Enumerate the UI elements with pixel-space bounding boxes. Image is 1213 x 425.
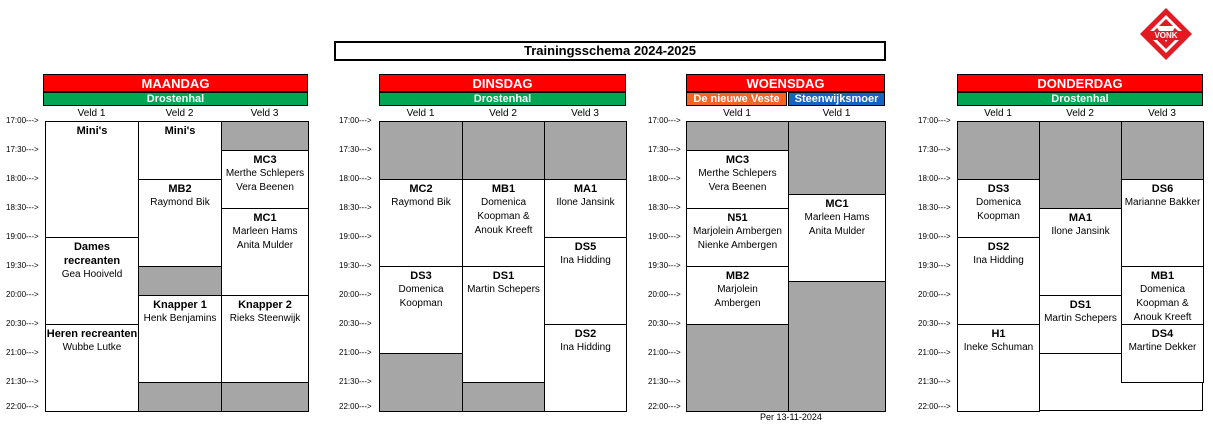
time-label: 17:00---> bbox=[648, 116, 681, 125]
time-label: 17:30---> bbox=[6, 145, 39, 154]
time-label: 18:00---> bbox=[918, 174, 951, 183]
time-label: 22:00---> bbox=[339, 402, 372, 411]
training-block[interactable] bbox=[686, 266, 789, 325]
team-name: Knapper 1 bbox=[153, 299, 207, 311]
time-label: 22:00---> bbox=[918, 402, 951, 411]
trainer-name: Ambergen bbox=[714, 298, 761, 309]
time-label: 20:30---> bbox=[6, 319, 39, 328]
team-name: Mini's bbox=[76, 125, 108, 137]
empty-slot bbox=[462, 382, 545, 412]
time-label: 19:00---> bbox=[648, 232, 681, 241]
time-label: 17:00---> bbox=[6, 116, 39, 125]
field-label: Veld 3 bbox=[571, 108, 599, 119]
time-label: 21:30---> bbox=[648, 377, 681, 386]
trainer-name: Raymond Bik bbox=[150, 197, 210, 208]
time-label: 20:30---> bbox=[918, 319, 951, 328]
empty-slot bbox=[788, 281, 886, 413]
time-label: 19:30---> bbox=[6, 261, 39, 270]
empty-slot bbox=[788, 121, 886, 195]
training-block[interactable] bbox=[45, 324, 139, 412]
trainer-name: Anita Mulder bbox=[808, 225, 866, 237]
time-label: 21:30---> bbox=[6, 377, 39, 386]
trainer-name: Domenica bbox=[480, 197, 527, 208]
team-name: MC2 bbox=[409, 183, 433, 195]
team-name: MA1 bbox=[573, 183, 598, 195]
trainer-name: Martin Schepers bbox=[1044, 313, 1117, 324]
day-header-0: MAANDAG bbox=[43, 74, 308, 92]
trainer-name: Ina Hidding bbox=[560, 342, 611, 353]
time-label: 19:00---> bbox=[339, 232, 372, 241]
training-block[interactable] bbox=[1121, 266, 1204, 325]
empty-slot bbox=[379, 121, 463, 180]
trainer-name: Gea Hooiveld bbox=[61, 269, 123, 280]
training-block[interactable] bbox=[138, 295, 222, 383]
trainer-name: Marjolein Ambergen bbox=[693, 226, 782, 237]
training-block[interactable] bbox=[138, 121, 222, 180]
trainer-name: Koopman bbox=[977, 211, 1020, 222]
empty-slot bbox=[379, 353, 463, 412]
time-label: 22:00---> bbox=[6, 402, 39, 411]
day-header-3: DONDERDAG bbox=[957, 74, 1203, 92]
training-block[interactable] bbox=[462, 266, 545, 383]
trainer-name: Koopman bbox=[399, 298, 443, 309]
training-block[interactable] bbox=[379, 179, 463, 267]
training-block[interactable] bbox=[45, 121, 139, 238]
empty-slot bbox=[138, 266, 222, 296]
trainer-name: Koopman & bbox=[477, 211, 530, 222]
time-label: 19:30---> bbox=[339, 261, 372, 270]
empty-slot bbox=[1039, 121, 1122, 209]
trainer-name: Merthe Schlepers bbox=[698, 168, 777, 179]
hall-label: De nieuwe Veste bbox=[686, 92, 787, 106]
team-name: MB2 bbox=[168, 183, 192, 195]
team-name: MC3 bbox=[253, 154, 277, 166]
trainer-name: Anita Mulder bbox=[236, 240, 294, 251]
field-label: Veld 1 bbox=[822, 108, 851, 119]
time-label: 17:00---> bbox=[339, 116, 372, 125]
trainer-name: Henk Benjamins bbox=[143, 313, 217, 324]
field-label: Veld 2 bbox=[165, 108, 194, 119]
time-label: 20:00---> bbox=[918, 290, 951, 299]
team-name: Mini's bbox=[164, 125, 196, 137]
time-label: 20:00---> bbox=[6, 290, 39, 299]
field-label: Veld 1 bbox=[77, 108, 106, 119]
team-name: Knapper 2 bbox=[238, 299, 292, 311]
time-label: 22:00---> bbox=[648, 402, 681, 411]
hall-label: Steenwijksmoer bbox=[788, 92, 885, 106]
time-label: 19:30---> bbox=[918, 261, 951, 270]
trainer-name: Domenica bbox=[398, 284, 444, 295]
team-name: MB1 bbox=[491, 183, 516, 195]
time-label: 18:00---> bbox=[6, 174, 39, 183]
field-label: Veld 1 bbox=[406, 108, 435, 119]
time-label: 19:30---> bbox=[648, 261, 681, 270]
team-name: DS5 bbox=[574, 241, 597, 253]
trainer-name: Rieks Steenwijk bbox=[229, 313, 301, 324]
trainer-name: Wubbe Lutke bbox=[62, 342, 122, 353]
trainer-name: Nienke Ambergen bbox=[697, 240, 778, 251]
empty-slot bbox=[544, 121, 627, 180]
team-name: MB1 bbox=[1150, 270, 1175, 282]
team-name: MC1 bbox=[825, 197, 849, 210]
time-label: 18:30---> bbox=[6, 203, 39, 212]
page-title: Trainingsschema 2024-2025 bbox=[334, 41, 886, 61]
team-name: H1 bbox=[991, 328, 1006, 340]
team-name: DS1 bbox=[1069, 299, 1092, 311]
trainer-name: Martine Dekker bbox=[1128, 342, 1197, 353]
footer-date: Per 13-11-2024 bbox=[760, 412, 822, 422]
trainer-name: Marjolein bbox=[717, 284, 758, 295]
time-label: 21:00---> bbox=[648, 348, 681, 357]
training-block[interactable] bbox=[957, 179, 1040, 238]
trainer-name: Domenica bbox=[1139, 284, 1186, 295]
trainer-name: Domenica bbox=[975, 197, 1022, 208]
time-label: 18:00---> bbox=[339, 174, 372, 183]
trainer-name: Ina Hidding bbox=[560, 255, 611, 266]
training-block[interactable] bbox=[221, 208, 309, 296]
team-name: DS2 bbox=[987, 241, 1010, 253]
hall-label: Drostenhal bbox=[43, 92, 308, 106]
field-label: Veld 2 bbox=[489, 108, 517, 119]
time-label: 18:30---> bbox=[918, 203, 951, 212]
empty-slot bbox=[1121, 121, 1204, 180]
trainer-name: Anouk Kreeft bbox=[1133, 312, 1192, 323]
trainer-name: Vera Beenen bbox=[236, 182, 294, 193]
day-header-2: WOENSDAG bbox=[686, 74, 885, 92]
trainer-name: Anouk Kreeft bbox=[474, 225, 533, 236]
training-block[interactable] bbox=[1121, 324, 1204, 383]
team-name: MC1 bbox=[253, 212, 277, 224]
team-name: DS4 bbox=[1151, 328, 1174, 340]
time-label: 19:00---> bbox=[918, 232, 951, 241]
time-label: 21:30---> bbox=[339, 377, 372, 386]
field-label: Veld 3 bbox=[1148, 108, 1176, 119]
time-label: 17:30---> bbox=[648, 145, 681, 154]
time-label: 20:00---> bbox=[648, 290, 681, 299]
hall-label: Drostenhal bbox=[957, 92, 1203, 106]
time-label: 20:30---> bbox=[648, 319, 681, 328]
time-label: 19:00---> bbox=[6, 232, 39, 241]
training-block[interactable] bbox=[1039, 295, 1122, 354]
trainer-name: Ilone Jansink bbox=[556, 197, 615, 208]
time-label: 21:00---> bbox=[6, 348, 39, 357]
time-label: 18:30---> bbox=[339, 203, 372, 212]
trainer-name: Marleen Hams bbox=[804, 211, 870, 223]
team-name: DS3 bbox=[410, 270, 432, 282]
training-block[interactable] bbox=[686, 150, 789, 209]
training-block[interactable] bbox=[957, 237, 1040, 325]
trainer-name: Koopman & bbox=[1136, 298, 1189, 309]
training-block[interactable] bbox=[686, 208, 789, 267]
empty-slot bbox=[686, 324, 789, 412]
logo-text: VONK bbox=[1154, 31, 1178, 40]
team-name: DS6 bbox=[1151, 183, 1174, 195]
time-label: 21:00---> bbox=[918, 348, 951, 357]
team-name: DS1 bbox=[492, 270, 515, 282]
time-label: 18:00---> bbox=[648, 174, 681, 183]
training-block[interactable] bbox=[221, 295, 309, 383]
trainer-name: Martin Schepers bbox=[467, 284, 540, 295]
training-block[interactable] bbox=[544, 237, 627, 325]
time-label: 18:30---> bbox=[648, 203, 681, 212]
team-name: DS3 bbox=[987, 183, 1010, 195]
training-block[interactable] bbox=[138, 179, 222, 267]
team-name: MA1 bbox=[1068, 212, 1093, 224]
team-name: MB2 bbox=[725, 270, 750, 282]
day-header-1: DINSDAG bbox=[379, 74, 626, 92]
team-name: DS2 bbox=[574, 328, 597, 340]
trainer-name: Ina Hidding bbox=[973, 255, 1024, 266]
trainer-name: Ilone Jansink bbox=[1051, 226, 1110, 237]
training-block[interactable] bbox=[544, 179, 627, 238]
trainer-name: Marianne Bakker bbox=[1124, 197, 1201, 208]
time-label: 20:00---> bbox=[339, 290, 372, 299]
team-name: N51 bbox=[727, 212, 748, 224]
time-label: 17:00---> bbox=[918, 116, 951, 125]
training-block[interactable] bbox=[1121, 179, 1204, 267]
team-name: Dames recreanten bbox=[63, 241, 121, 267]
field-label: Veld 3 bbox=[250, 108, 279, 119]
field-label: Veld 1 bbox=[984, 108, 1012, 119]
training-block[interactable] bbox=[788, 194, 886, 282]
training-block[interactable] bbox=[379, 266, 463, 354]
empty-slot bbox=[221, 382, 309, 412]
field-label: Veld 2 bbox=[1066, 108, 1094, 119]
training-block[interactable] bbox=[957, 324, 1040, 412]
hall-label: Drostenhal bbox=[379, 92, 626, 106]
trainer-name: Ineke Schuman bbox=[963, 342, 1034, 353]
time-label: 21:00---> bbox=[339, 348, 372, 357]
time-label: 21:30---> bbox=[918, 377, 951, 386]
trainer-name: Vera Beenen bbox=[708, 182, 767, 193]
training-block[interactable] bbox=[462, 179, 545, 267]
field-label: Veld 1 bbox=[723, 108, 751, 119]
training-block[interactable] bbox=[1039, 208, 1122, 296]
training-block[interactable] bbox=[544, 324, 627, 412]
trainer-name: Raymond Bik bbox=[391, 197, 451, 208]
training-block[interactable] bbox=[221, 150, 309, 209]
trainer-name: Merthe Schlepers bbox=[225, 168, 305, 179]
time-label: 17:30---> bbox=[339, 145, 372, 154]
team-name: Heren recreanten bbox=[46, 328, 138, 340]
time-label: 20:30---> bbox=[339, 319, 372, 328]
training-block[interactable] bbox=[45, 237, 139, 325]
time-label: 17:30---> bbox=[918, 145, 951, 154]
empty-slot bbox=[957, 121, 1040, 180]
trainer-name: Marleen Hams bbox=[232, 226, 298, 237]
empty-slot bbox=[221, 121, 309, 151]
empty-slot bbox=[686, 121, 789, 151]
empty-slot bbox=[462, 121, 545, 180]
empty-slot bbox=[138, 382, 222, 412]
team-name: MC3 bbox=[725, 154, 750, 166]
